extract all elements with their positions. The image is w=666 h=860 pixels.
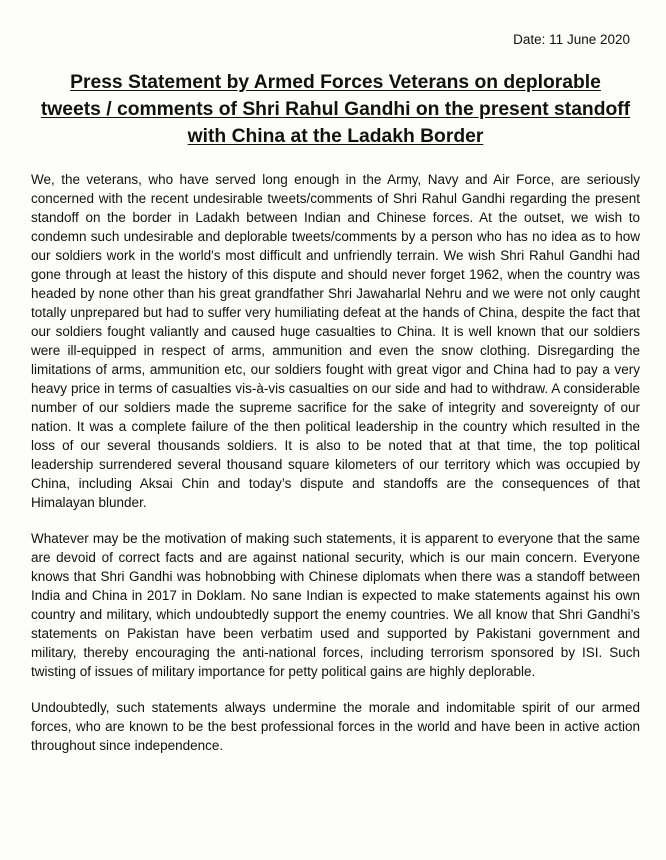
body-paragraph-2: Whatever may be the motivation of making such statements, it is apparent to everyone that the same are devoid of correct facts and are against national security, which is our main concern. Everyone knows that Shri Gandhi was hobnobbing with Chinese diplomats when there was a standoff between India and China in 2017 in Doklam. No sane Indian is expected to make statements against his own country and military, which undoubtedly support the enemy countries. We all know that Shri Gandhi’s statements on Pakistan have been verbatim used and supported by Pakistani government and military, thereby encouraging the anti-national forces, including terrorism sponsored by ISI. Such twisting of issues of military importance for petty political gains are highly deplorable. — [31, 531, 640, 679]
statement-body — [31, 170, 640, 755]
statement-date: Date: 11 June 2020 — [513, 32, 630, 47]
body-paragraph-3: Undoubtedly, such statements always undermine the morale and indomitable spirit of our armed forces, who are known to be the best professional forces in the world and have been in active action throughout since independence. — [31, 700, 640, 753]
statement-title: Press Statement by Armed Forces Veterans on deplorable tweets / comments of Shri Rahul Gandhi on the present standoff with China at the Ladakh Border — [40, 72, 631, 147]
body-paragraph-1: We, the veterans, who have served long enough in the Army, Navy and Air Force, are seriously concerned with the recent undesirable tweets/comments of Shri Rahul Gandhi regarding the present standoff on the border in Ladakh between Indian and Chinese forces. At the outset, we wish to condemn such undesirable and deplorable tweets/comments by a person who has no idea as to how our soldiers work in the world's most difficult and unfriendly terrain. We wish Shri Rahul Gandhi had gone through at least the history of this dispute and should never forget 1962, when the country was headed by none other than his great grandfather Shri Jawaharlal Nehru and we were not only caught totally unprepared but had to suffer very humiliating defeat at the hands of China, despite the fact that our soldiers fought valiantly and caused huge casualties to China. It is well known that our soldiers were ill-equipped in respect of arms, ammunition and even the snow clothing. Disregarding the limitations of arms, ammunition etc, our soldiers fought with great vigor and China had to pay a very heavy price in terms of casualties vis-à-vis casualties on our side and had to withdraw. A considerable number of our soldiers made the supreme sacrifice for the sake of integrity and sovereignty of our nation. It was a complete failure of the then political leadership in the country which resulted in the loss of our several thousands soldiers. It is also to be noted that at that time, the top political leadership surrendered several thousand square kilometers of our territory which was occupied by China, including Aksai Chin and today’s dispute and standoffs are the consequences of that Himalayan blunder. — [31, 172, 640, 510]
